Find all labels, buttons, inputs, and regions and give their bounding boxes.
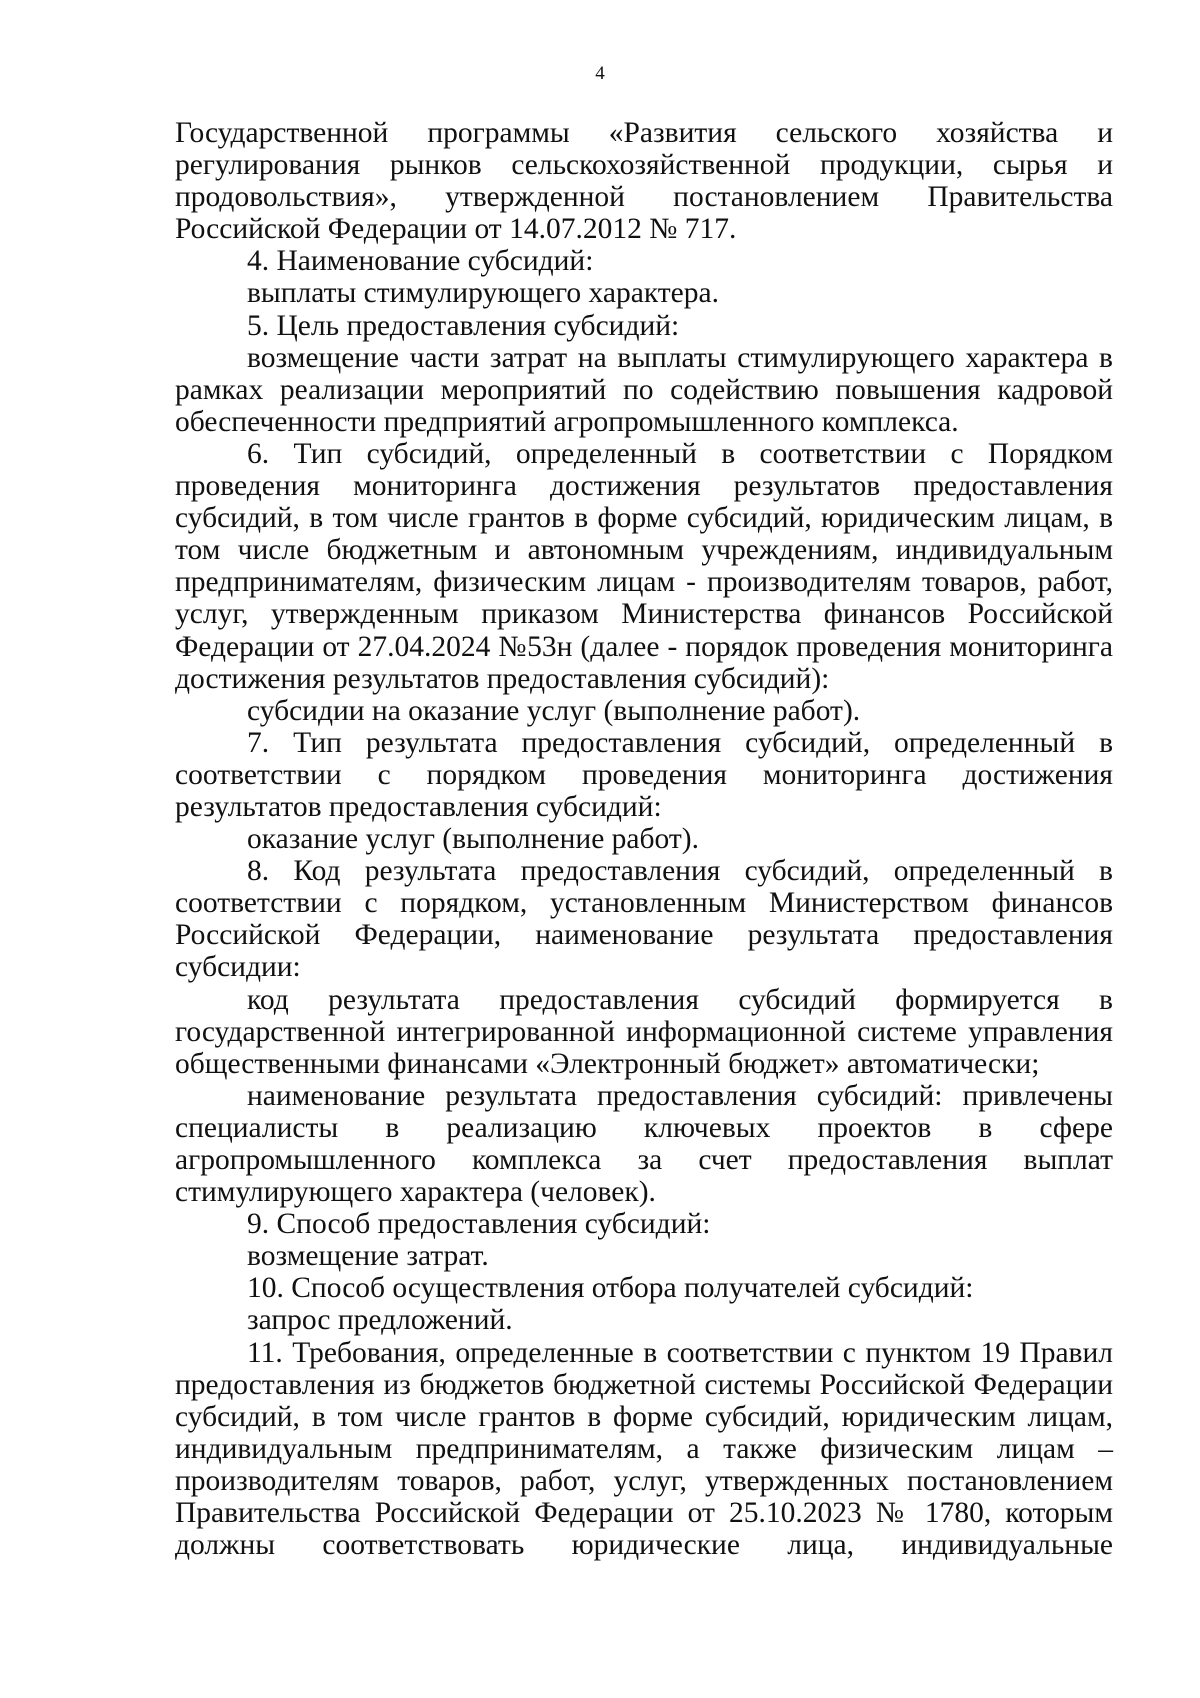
paragraph-item-10-value: запрос предложений. (247, 1304, 513, 1337)
paragraph-item-5-value: возмещение части затрат на выплаты стимулирующего характера в рамках реализации мероприятий по содействию повышения кадровой обеспеченности предприятий агропромышленного комплекса. (175, 341, 1113, 438)
paragraph-item-11-requirements: 11. Требования, определенные в соответствии с пунктом 19 Правил предоставления из бюджетов бюджетной системы Российской Федерации субсидий, в том числе грантов в форме субсидий, юридическим лицам, индивидуальным предпринимателям, а также физическим лицам – производителям товаров, работ, услуг, утвержденных постановлением Правительства Российской Федерации от 25.10.2023 № 1780, которым должны соответствовать юридические лица, индивидуальные (175, 1336, 1113, 1562)
paragraph-item-8-heading: 8. Код результата предоставления субсидий, определенный в соответствии с порядком, установленным Министерством финансов Российской Федерации, наименование результата предоставления субсидии: (175, 855, 1113, 984)
paragraph-item-4-value: выплаты стимулирующего характера. (247, 277, 719, 310)
paragraph-item-8-code: код результата предоставления субсидий формируется в государственной интегрированной информационной системе управления общественными финансами «Электронный бюджет» автоматически; (175, 983, 1113, 1080)
paragraph-item-9-heading: 9. Способ предоставления субсидий: (247, 1208, 711, 1241)
paragraph-item-7-heading: 7. Тип результата предоставления субсидий, определенный в соответствии с порядком проведения мониторинга достижения результатов предоставления субсидий: (175, 726, 1113, 823)
page-number: 4 (595, 63, 605, 84)
paragraph-item-6-value: субсидии на оказание услуг (выполнение работ). (247, 694, 861, 727)
paragraph-item-4-heading: 4. Наименование субсидий: (247, 245, 594, 278)
paragraph-program-reference: Государственной программы «Развития сельского хозяйства и регулирования рынков сельскохозяйственной продукции, сырья и продовольствия», утвержденной постановлением Правительства Российской Федерации от 14.07.2012 № 717. (175, 117, 1113, 246)
paragraph-item-6-heading: 6. Тип субсидий, определенный в соответствии с Порядком проведения мониторинга достижения результатов предоставления субсидий, в том числе грантов в форме субсидий, юридическим лицам, в том числе бюджетным и автономным учреждениям, индивидуальным предпринимателям, физическим лицам - производителям товаров, работ, услуг, утвержденным приказом Министерства финансов Российской Федерации от 27.04.2024 №53н (далее - порядок проведения мониторинга достижения результатов предоставления субсидий): (175, 437, 1113, 695)
paragraph-item-7-value: оказание услуг (выполнение работ). (247, 823, 699, 856)
paragraph-item-8-result-name: наименование результата предоставления субсидий: привлечены специалисты в реализацию ключевых проектов в сфере агропромышленного комплекса за счет предоставления выплат стимулирующего характера (человек). (175, 1079, 1113, 1209)
paragraph-item-5-heading: 5. Цель предоставления субсидий: (247, 309, 680, 342)
paragraph-item-10-heading: 10. Способ осуществления отбора получателей субсидий: (247, 1272, 974, 1305)
document-body (175, 117, 1113, 1561)
paragraph-item-9-value: возмещение затрат. (247, 1240, 489, 1273)
